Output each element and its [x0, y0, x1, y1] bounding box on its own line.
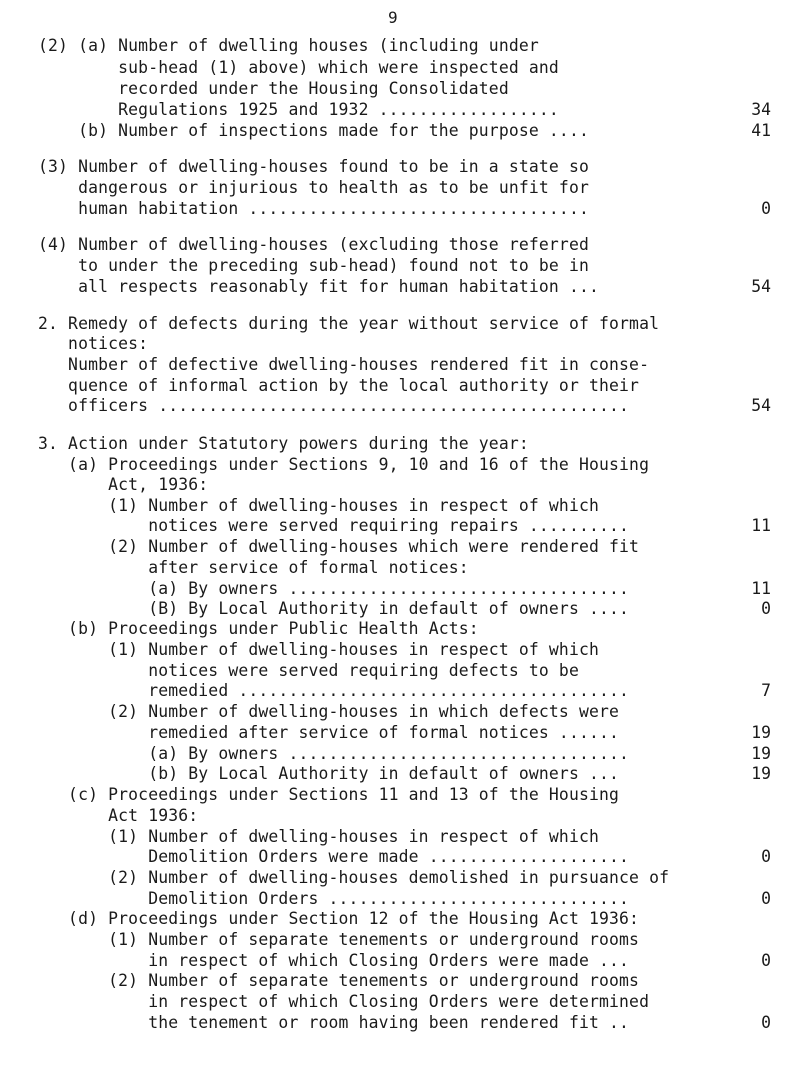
- text-line: in respect of which Closing Orders were made ...: [38, 951, 630, 970]
- line-value: 19: [751, 723, 771, 742]
- text-line: dangerous or injurious to health as to be unfit for: [38, 178, 589, 197]
- page-number: 9: [388, 8, 398, 27]
- text-line: (4) Number of dwelling-houses (excluding those referred: [38, 235, 589, 254]
- line-value: 7: [761, 681, 771, 700]
- line-value: 54: [751, 396, 771, 415]
- text-line: (2) Number of dwelling-houses in which defects were: [38, 702, 620, 721]
- text-line: (a) By owners ..................................: [38, 579, 630, 598]
- text-line: quence of informal action by the local authority or their: [38, 376, 640, 395]
- line-value: 0: [761, 847, 771, 866]
- line-value: 54: [751, 277, 771, 296]
- text-line: in respect of which Closing Orders were determined: [38, 992, 650, 1011]
- text-line: notices:: [38, 334, 149, 353]
- text-line: Act, 1936:: [38, 475, 209, 494]
- line-value: 0: [761, 951, 771, 970]
- text-line: (b) Number of inspections made for the purpose ....: [38, 121, 589, 140]
- line-value: 19: [751, 744, 771, 763]
- text-line: (d) Proceedings under Section 12 of the Housing Act 1936:: [38, 909, 640, 928]
- text-line: all respects reasonably fit for human habitation ...: [38, 277, 600, 296]
- text-line: (a) By owners ..................................: [38, 744, 630, 763]
- text-line: the tenement or room having been rendered fit ..: [38, 1013, 630, 1032]
- text-line: notices were served requiring defects to be: [38, 661, 579, 680]
- line-value: 41: [751, 121, 771, 140]
- text-line: (2) Number of separate tenements or underground rooms: [38, 971, 640, 990]
- text-line: (1) Number of dwelling-houses in respect of which: [38, 496, 600, 515]
- text-line: Regulations 1925 and 1932 ..................: [38, 100, 559, 119]
- text-line: human habitation ..................................: [38, 199, 589, 218]
- text-line: after service of formal notices:: [38, 558, 469, 577]
- line-value: 11: [751, 579, 771, 598]
- text-line: recorded under the Housing Consolidated: [38, 79, 509, 98]
- text-line: Number of defective dwelling-houses rendered fit in conse-: [38, 355, 650, 374]
- text-line: (2) Number of dwelling-houses which were rendered fit: [38, 537, 640, 556]
- text-line: (3) Number of dwelling-houses found to be in a state so: [38, 157, 589, 176]
- text-line: (2) Number of dwelling-houses demolished in pursuance of: [38, 868, 670, 887]
- text-line: (1) Number of dwelling-houses in respect of which: [38, 827, 600, 846]
- text-line: (a) Proceedings under Sections 9, 10 and 16 of the Housing: [38, 455, 650, 474]
- line-value: 19: [751, 764, 771, 783]
- text-line: Demolition Orders ..............................: [38, 889, 630, 908]
- text-line: remedied .......................................: [38, 681, 630, 700]
- line-value: 0: [761, 199, 771, 218]
- text-line: (b) Proceedings under Public Health Acts:: [38, 619, 479, 638]
- text-line: (c) Proceedings under Sections 11 and 13 of the Housing: [38, 785, 620, 804]
- text-line: (1) Number of separate tenements or underground rooms: [38, 930, 640, 949]
- text-line: Demolition Orders were made ....................: [38, 847, 630, 866]
- text-line: remedied after service of formal notices ......: [38, 723, 620, 742]
- text-line: (1) Number of dwelling-houses in respect of which: [38, 640, 600, 659]
- text-line: sub-head (1) above) which were inspected and: [38, 58, 559, 77]
- text-line: (B) By Local Authority in default of owners ....: [38, 599, 630, 618]
- text-line: 3. Action under Statutory powers during the year:: [38, 434, 529, 453]
- text-line: officers ...............................................: [38, 396, 630, 415]
- text-line: 2. Remedy of defects during the year without service of formal: [38, 314, 660, 333]
- line-value: 11: [751, 516, 771, 535]
- text-line: (b) By Local Authority in default of owners ...: [38, 764, 620, 783]
- line-value: 0: [761, 1013, 771, 1032]
- line-value: 34: [751, 100, 771, 119]
- line-value: 0: [761, 599, 771, 618]
- line-value: 0: [761, 889, 771, 908]
- text-line: (2) (a) Number of dwelling houses (including under: [38, 36, 539, 55]
- text-line: to under the preceding sub-head) found not to be in: [38, 256, 589, 275]
- text-line: notices were served requiring repairs ..........: [38, 516, 630, 535]
- text-line: Act 1936:: [38, 806, 199, 825]
